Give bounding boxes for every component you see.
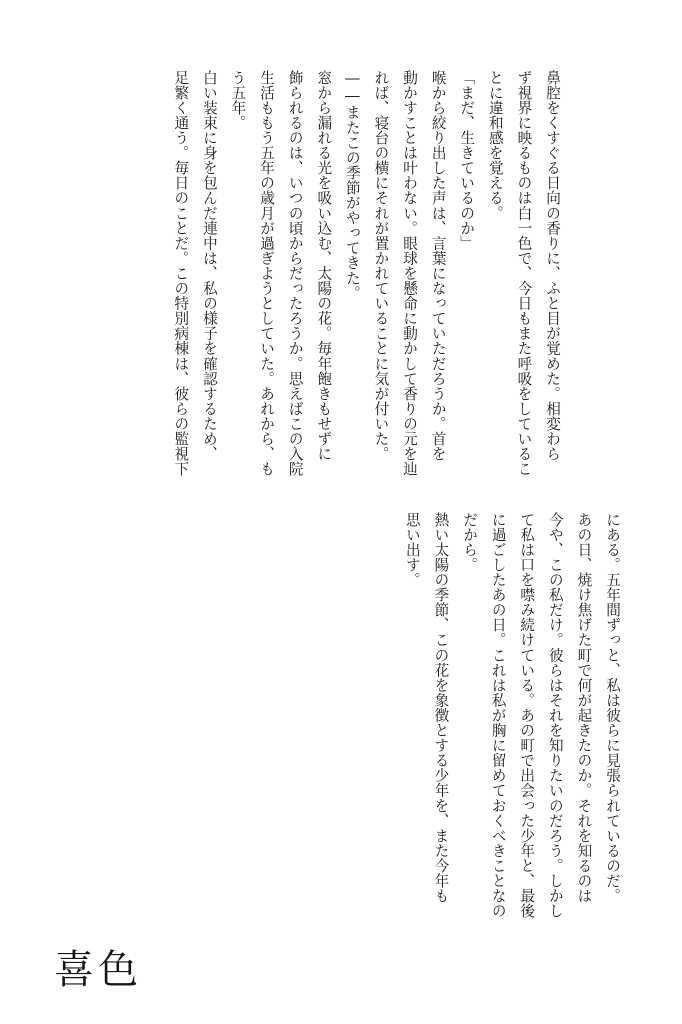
text-line: 白い装束に身を包んだ連中は、私の様子を確認するため、 bbox=[200, 70, 218, 462]
text-line: あの日、焼け焦げた町で何が起きたのか。それを知るのは bbox=[575, 512, 593, 904]
text-line: 鼻腔をくすぐる日向の香りに、ふと目が覚めた。相変わら bbox=[544, 70, 561, 462]
text-line: 喉から絞り出した声は、言葉になっていただろうか。首を bbox=[429, 70, 447, 462]
text-line: う五年。 bbox=[229, 70, 247, 131]
text-line: 今や、この私だけ。彼らはそれを知りたいのだろう。しかし bbox=[546, 512, 564, 919]
text-line: れば、寝台の横にそれが置かれていることに気が付いた。 bbox=[372, 70, 390, 462]
text-line: 生活ももう五年の歳月が過ぎようとしていた。あれから、も bbox=[258, 70, 276, 477]
text-line: に過ごしたあの日。これは私が胸に留めておくべきことなの bbox=[489, 512, 507, 919]
text-line: 窓から漏れる光を吸い込む、太陽の花。毎年飽きもせずに bbox=[315, 70, 333, 462]
page-title: 喜色 bbox=[54, 947, 142, 993]
text-line: 動かすことは叶わない。眼球を懸命に動かして香りの元を辿 bbox=[401, 70, 419, 477]
text-line: だから。 bbox=[461, 512, 479, 573]
lower-text-block bbox=[397, 512, 626, 932]
text-line: にある。五年間ずっと、私は彼らに見張られているのだ。 bbox=[604, 512, 621, 904]
text-line: 飾られるのは、いつの頃からだったろうか。思えばこの入院 bbox=[286, 70, 304, 477]
text-line: ――またこの季節がやってきた。 bbox=[343, 70, 361, 301]
upper-text-block bbox=[166, 70, 566, 500]
text-line: 思い出す。 bbox=[403, 512, 421, 588]
text-line: 足繁く通う。毎日のことだ。この特別病棟は、彼らの監視下 bbox=[172, 70, 190, 477]
text-line: ず視界に映るものは白一色で、今日もまた呼吸をしているこ bbox=[515, 70, 533, 477]
text-line: 「まだ、生きているのか」 bbox=[458, 70, 476, 251]
text-line: て私は口を噤み続けている。あの町で出会った少年と、最後 bbox=[518, 512, 536, 919]
text-line: とに違和感を覚える。 bbox=[486, 70, 504, 221]
text-line: 熱い太陽の季節、この花を象徴とする少年を、また今年も bbox=[432, 512, 450, 904]
